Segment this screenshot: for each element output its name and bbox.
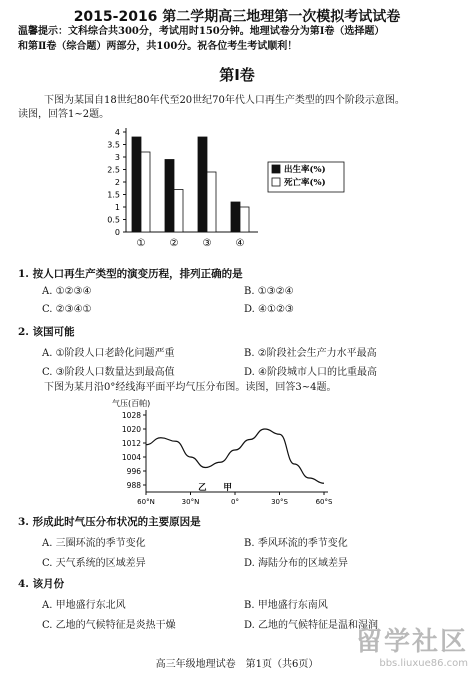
bar-death-rate	[141, 152, 150, 232]
tip-line-1: 温馨提示：文科综合共300分，考试用时150分钟。地理试卷分为第Ⅰ卷（选择题）	[18, 26, 385, 37]
exam-title: 2015-2016 第二学期高三地理第一次模拟考试试卷	[73, 9, 401, 25]
q1-option-d: D. ④①②③	[244, 304, 294, 315]
point-label-jia: 甲	[223, 483, 232, 493]
watermark-url: bbs.liuxue86.com	[379, 658, 468, 669]
x-category-label: ②	[169, 238, 179, 249]
q4-option-a: A. 甲地盛行东北风	[42, 600, 126, 611]
bar-chart-plot	[107, 128, 344, 249]
y-tick-label: 988	[126, 481, 141, 490]
q4-option-c: C. 乙地的气候特征是炎热干燥	[42, 620, 176, 631]
legend-label: 出生率(%)	[284, 165, 326, 175]
x-tick-label: 30°N	[181, 498, 200, 506]
bar-birth-rate	[165, 160, 174, 233]
legend-swatch	[272, 165, 280, 173]
intro-1-line-2: 读图，回答1~2题。	[18, 109, 110, 120]
x-tick-label: 60°N	[137, 498, 155, 506]
page-footer: 高三年级地理试卷 第1页（共6页）	[155, 659, 319, 670]
q1-option-c: C. ②③④①	[42, 304, 92, 315]
legend-label: 死亡率(%)	[284, 178, 326, 188]
exam-tip	[18, 24, 466, 54]
y-tick-label: 996	[126, 467, 141, 476]
q3-option-d: D. 海陆分布的区域差异	[244, 558, 349, 569]
q2-option-d: D. ④阶段城市人口的比重最高	[244, 367, 377, 378]
y-tick-label: 3	[114, 153, 120, 162]
intro-1	[18, 94, 466, 122]
y-axis-title: 气压(百帕)	[112, 399, 151, 408]
y-tick-label: 1004	[121, 453, 141, 462]
y-tick-label: 2	[114, 178, 120, 187]
pressure-line	[146, 429, 324, 483]
x-category-label: ①	[136, 238, 146, 249]
y-tick-label: 4	[114, 128, 120, 137]
q3-option-b: B. 季风环流的季节变化	[244, 538, 348, 549]
q2-option-b: B. ②阶段社会生产力水平最高	[244, 348, 377, 359]
q3-option-c: C. 天气系统的区域差异	[42, 558, 146, 569]
question-4-stem: 4. 该月份	[18, 578, 65, 590]
y-tick-label: 1	[114, 203, 120, 212]
bar-birth-rate	[132, 137, 141, 232]
question-3-stem: 3. 形成此时气压分布状况的主要原因是	[18, 516, 201, 528]
bar-birth-rate	[198, 137, 207, 232]
y-tick-label: 0	[114, 228, 120, 237]
q3-option-a: A. 三圈环流的季节变化	[42, 538, 146, 549]
q2-option-a: A. ①阶段人口老龄化问题严重	[42, 348, 175, 359]
bar-death-rate	[174, 190, 183, 233]
watermark	[356, 621, 468, 669]
point-label-yi: 乙	[198, 483, 207, 493]
bar-death-rate	[207, 172, 216, 232]
y-tick-label: 1020	[121, 425, 141, 434]
x-tick-label: 60°S	[315, 498, 333, 506]
population-bar-chart	[96, 124, 356, 264]
pressure-line-chart	[112, 396, 352, 508]
q1-option-a: A. ①②③④	[42, 286, 92, 297]
q4-option-b: B. 甲地盛行东南风	[244, 600, 328, 611]
bar-birth-rate	[231, 202, 240, 232]
line-chart-plot	[112, 398, 333, 506]
legend-swatch	[272, 178, 280, 186]
question-1-stem: 1. 按人口再生产类型的演变历程，排列正确的是	[18, 268, 243, 280]
x-tick-label: 30°S	[271, 498, 288, 506]
bar-death-rate	[240, 207, 249, 232]
intro-2: 下图为某月沿0°经线海平面平均气压分布图。读图，回答3~4题。	[44, 382, 337, 393]
q4-option-d: D. 乙地的气候特征是温和湿润	[244, 620, 379, 631]
x-category-label: ③	[202, 238, 212, 249]
y-tick-label: 3.5	[107, 140, 120, 150]
y-tick-label: 1028	[121, 411, 141, 420]
y-tick-label: 1.5	[107, 190, 120, 200]
section-title: 第Ⅰ卷	[219, 66, 255, 84]
y-tick-label: 1012	[121, 439, 141, 448]
q1-option-b: B. ①③②④	[244, 286, 294, 297]
y-tick-label: 2.5	[107, 165, 120, 175]
watermark-brand: 留学社区	[355, 627, 468, 657]
x-tick-label: 0°	[231, 498, 239, 506]
question-2-stem: 2. 该国可能	[18, 326, 75, 338]
intro-1-line-1: 下图为某国自18世纪80年代至20世纪70年代人口再生产类型的四个阶段示意图。	[44, 95, 405, 106]
x-category-label: ④	[235, 238, 245, 249]
q2-option-c: C. ③阶段人口数量达到最高值	[42, 367, 175, 378]
y-tick-label: 0.5	[107, 215, 120, 225]
tip-line-2: 和第Ⅱ卷（综合题）两部分，共100分。祝各位考生考试顺利！	[18, 41, 298, 52]
